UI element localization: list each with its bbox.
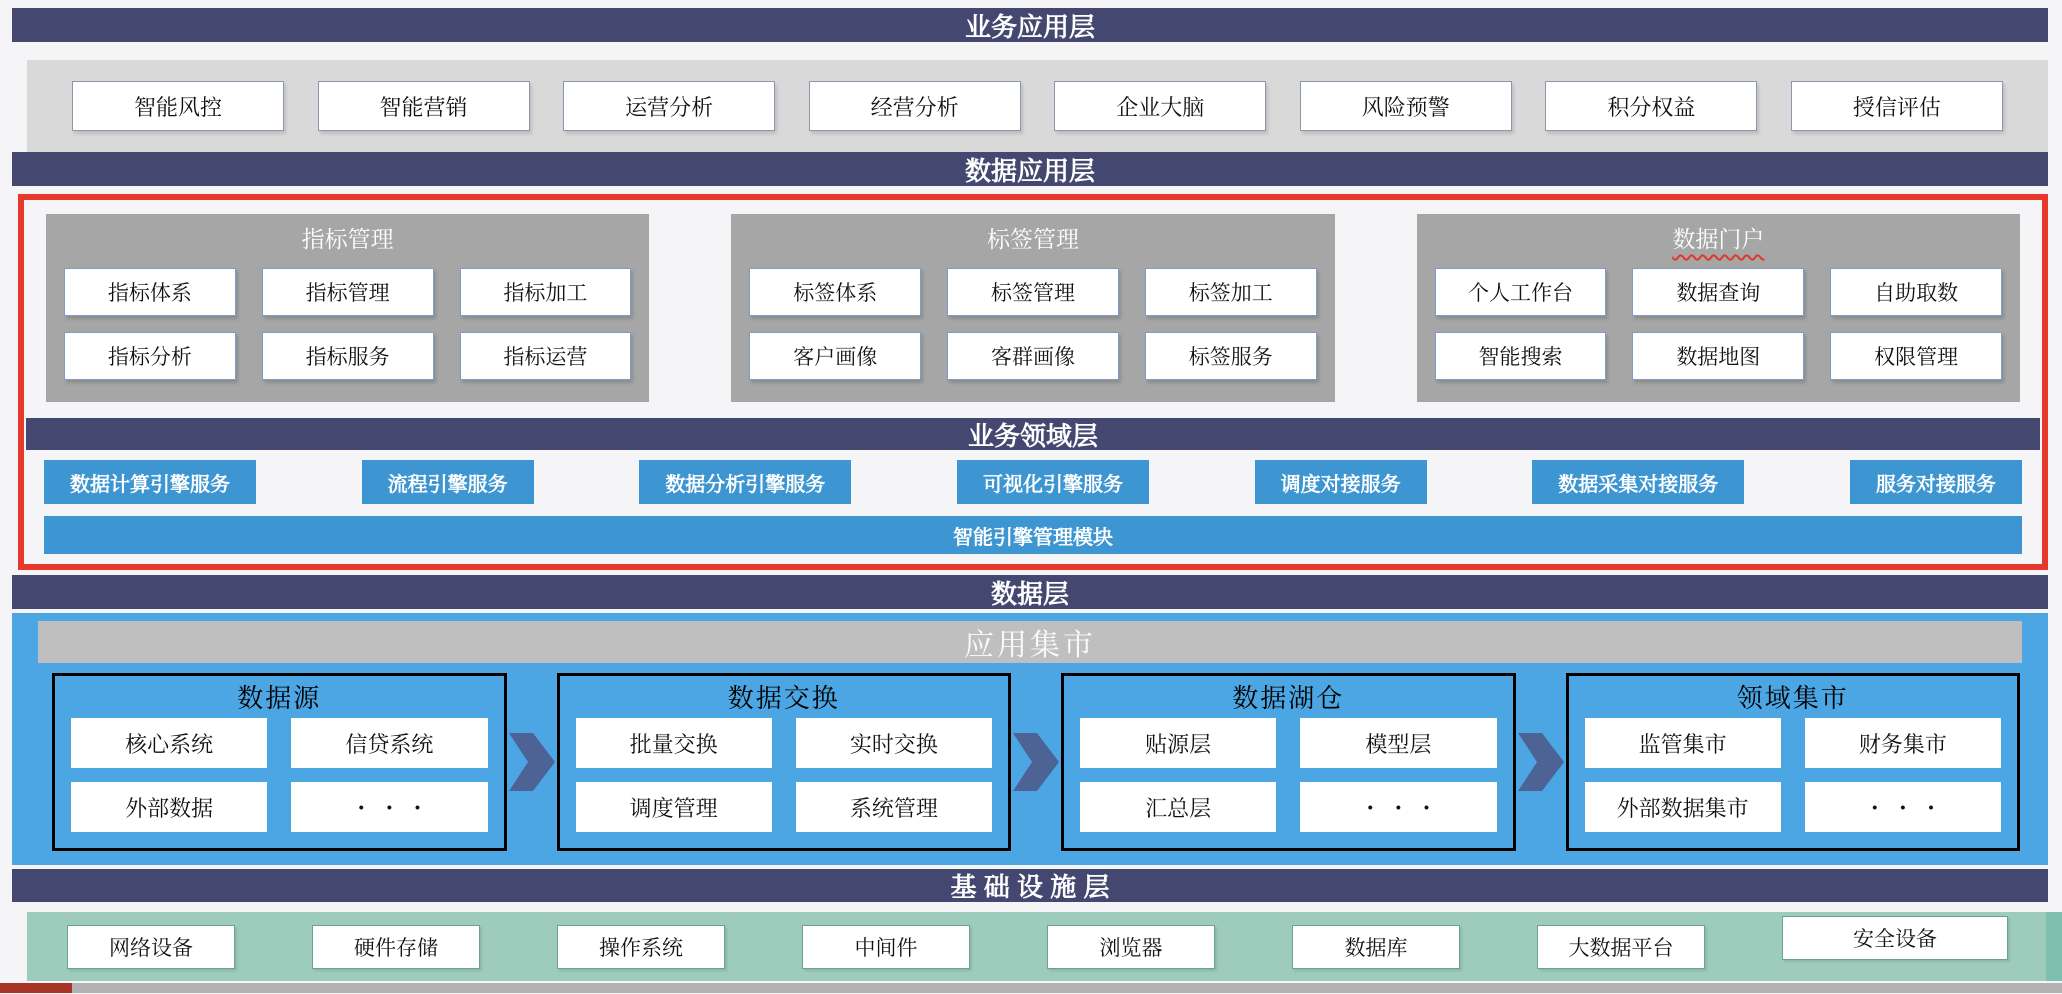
- infra-box: 浏览器: [1047, 925, 1215, 969]
- group-title: 数据交换: [727, 684, 840, 713]
- layer-band-data-app: [12, 152, 2048, 186]
- flow-arrow-icon: [507, 733, 557, 791]
- infra-box: 数据库: [1292, 925, 1460, 969]
- layer-title-data-app: 数据应用层: [964, 155, 1095, 186]
- panel-grid: [64, 268, 631, 380]
- data-box: 调度管理: [576, 782, 772, 832]
- service-box: 数据采集对接服务: [1532, 460, 1744, 504]
- panel-box: 标签服务: [1145, 332, 1317, 380]
- data-box: 信贷系统: [291, 718, 487, 768]
- app-box: 智能风控: [72, 81, 284, 131]
- engine-services-row: [24, 450, 2042, 504]
- data-groups-row: [12, 663, 2048, 851]
- layer-band-infrastructure: [12, 869, 2048, 902]
- panel-box: 标签加工: [1145, 268, 1317, 316]
- horizontal-scrollbar[interactable]: [0, 983, 2062, 993]
- application-mart-container: [12, 613, 2048, 865]
- service-box: 可视化引擎服务: [957, 460, 1149, 504]
- panel-grid: [1435, 268, 2002, 380]
- scrollbar-thumb[interactable]: [0, 983, 72, 993]
- panel-indicator-management: [46, 214, 649, 402]
- panel-box: 自助取数: [1830, 268, 2002, 316]
- panel-box: 智能搜索: [1435, 332, 1607, 380]
- red-highlight-frame: [18, 194, 2048, 570]
- panel-box: 客户画像: [749, 332, 921, 380]
- data-box: 模型层: [1300, 718, 1496, 768]
- panel-box: 指标管理: [262, 268, 434, 316]
- panel-box: 标签体系: [749, 268, 921, 316]
- infra-box: 操作系统: [557, 925, 725, 969]
- data-app-panels: [24, 210, 2042, 402]
- layer-title-business-app: 业务应用层: [964, 11, 1095, 42]
- group-title: 领域集市: [1736, 684, 1849, 713]
- service-box: 数据分析引擎服务: [639, 460, 851, 504]
- data-box: 实时交换: [796, 718, 992, 768]
- panel-title: 指标管理: [301, 226, 394, 252]
- data-box: 贴源层: [1080, 718, 1276, 768]
- panel-box: 标签管理: [947, 268, 1119, 316]
- panel-box: 指标体系: [64, 268, 236, 316]
- infra-box: 网络设备: [67, 925, 235, 969]
- service-box: 调度对接服务: [1255, 460, 1427, 504]
- infrastructure-strip-wrap: [0, 912, 2062, 981]
- data-box: 批量交换: [576, 718, 772, 768]
- panel-title: 数据门户: [1672, 226, 1765, 252]
- app-box: 智能营销: [318, 81, 530, 131]
- data-box: 系统管理: [796, 782, 992, 832]
- infra-box: 中间件: [802, 925, 970, 969]
- flow-arrow-icon: [1516, 733, 1566, 791]
- data-box: 汇总层: [1080, 782, 1276, 832]
- app-box: 运营分析: [563, 81, 775, 131]
- panel-grid: [749, 268, 1316, 380]
- infra-box: 安全设备: [1782, 916, 2008, 960]
- data-box: 监管集市: [1585, 718, 1781, 768]
- panel-box: 数据查询: [1632, 268, 1804, 316]
- group-data-exchange: [557, 673, 1012, 851]
- panel-box: 权限管理: [1830, 332, 2002, 380]
- panel-box: 指标运营: [460, 332, 632, 380]
- panel-box: 数据地图: [1632, 332, 1804, 380]
- panel-data-portal: [1417, 214, 2020, 402]
- group-grid: [71, 718, 488, 832]
- app-box: 风险预警: [1300, 81, 1512, 131]
- layer-title-infrastructure: 基 础 设 施 层: [950, 872, 1110, 902]
- engine-management-bar: 智能引擎管理模块: [44, 516, 2022, 554]
- panel-box: 客群画像: [947, 332, 1119, 380]
- infrastructure-strip: [27, 912, 2048, 981]
- panel-title: 标签管理: [986, 226, 1079, 252]
- layer-band-data: [12, 575, 2048, 609]
- infra-box: 硬件存储: [312, 925, 480, 969]
- panel-box: 指标分析: [64, 332, 236, 380]
- mart-header: 应用集市: [38, 621, 2022, 663]
- group-title: 数据湖仓: [1232, 684, 1345, 713]
- layer-title-data: 数据层: [990, 578, 1069, 609]
- data-box: ・ ・ ・: [1805, 782, 2001, 832]
- group-data-source: [52, 673, 507, 851]
- flow-arrow-icon: [1011, 733, 1061, 791]
- data-box: 外部数据: [71, 782, 267, 832]
- service-box: 数据计算引擎服务: [44, 460, 256, 504]
- data-box: ・ ・ ・: [1300, 782, 1496, 832]
- service-box: 流程引擎服务: [362, 460, 534, 504]
- group-data-lakehouse: [1061, 673, 1516, 851]
- data-box: 财务集市: [1805, 718, 2001, 768]
- app-box: 积分权益: [1545, 81, 1757, 131]
- layer-title-business-domain: 业务领域层: [967, 420, 1098, 451]
- group-domain-mart: [1566, 673, 2021, 851]
- layer-band-business-domain: [26, 418, 2040, 450]
- panel-box: 指标服务: [262, 332, 434, 380]
- service-box: 服务对接服务: [1850, 460, 2022, 504]
- business-app-strip: [27, 60, 2048, 152]
- group-grid: [576, 718, 993, 832]
- app-box: 授信评估: [1791, 81, 2003, 131]
- data-box: ・ ・ ・: [291, 782, 487, 832]
- panel-box: 指标加工: [460, 268, 632, 316]
- group-title: 数据源: [237, 684, 322, 713]
- panel-tag-management: [731, 214, 1334, 402]
- group-grid: [1080, 718, 1497, 832]
- group-grid: [1585, 718, 2002, 832]
- right-edge-strip: [2046, 912, 2062, 981]
- app-box: 经营分析: [809, 81, 1021, 131]
- panel-box: 个人工作台: [1435, 268, 1607, 316]
- infra-box: 大数据平台: [1537, 925, 1705, 969]
- data-box: 外部数据集市: [1585, 782, 1781, 832]
- layer-band-business-app: [12, 8, 2048, 42]
- data-box: 核心系统: [71, 718, 267, 768]
- app-box: 企业大脑: [1054, 81, 1266, 131]
